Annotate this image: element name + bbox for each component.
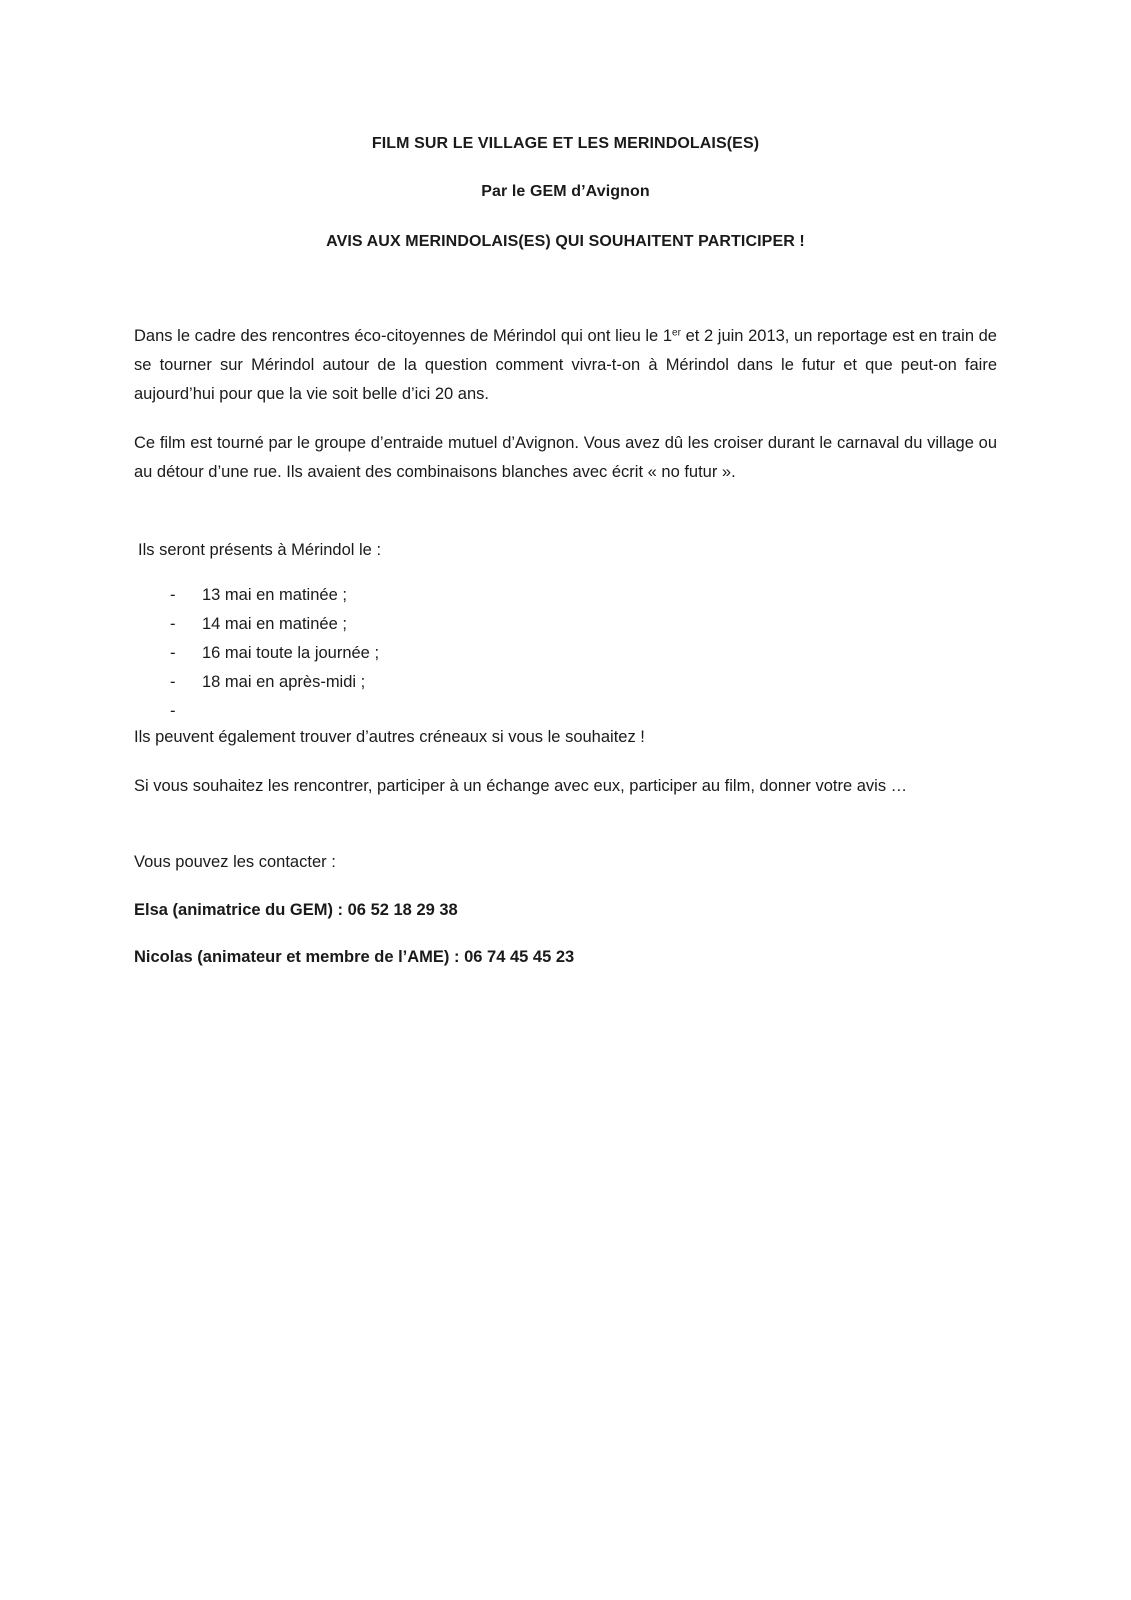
paragraph-invitation: Si vous souhaitez les rencontrer, participer à un échange avec eux, participer au film, donner votre avis … <box>134 777 908 795</box>
list-item-text: 16 mai toute la journée ; <box>202 644 380 662</box>
list-item <box>134 668 734 697</box>
paragraph-intro-start: Dans le cadre des rencontres éco-citoyennes de Mérindol qui ont lieu le 1 <box>134 327 673 345</box>
list-dash: - <box>170 615 176 633</box>
list-item-text: 13 mai en matinée ; <box>202 586 347 604</box>
list-dash: - <box>170 673 176 691</box>
list-item <box>134 581 734 610</box>
paragraph-intro-end: et 2 juin 2013, un reportage est en train de se tourner sur Mérindol autour de la question comment vivra-t-on à Mérindol dans le futur et que peut-on faire aujourd’hui pour que la vie soit belle d’ici 20 ans. <box>134 327 997 403</box>
list-dash: - <box>170 702 176 720</box>
dates-list <box>134 581 734 726</box>
list-dash: - <box>170 586 176 604</box>
paragraph-intro <box>134 322 997 409</box>
ordinal-superscript: er <box>672 327 681 339</box>
contact-nicolas: Nicolas (animateur et membre de l’AME) : 06 74 45 45 23 <box>134 948 575 966</box>
paragraph-contact-intro: Vous pouvez les contacter : <box>134 853 336 871</box>
document-notice: AVIS AUX MERINDOLAIS(ES) QUI SOUHAITENT PARTICIPER ! <box>326 233 805 250</box>
paragraph-presence: Ils seront présents à Mérindol le : <box>138 541 382 559</box>
document-subtitle: Par le GEM d’Avignon <box>481 183 650 200</box>
paragraph-other-slots: Ils peuvent également trouver d’autres créneaux si vous le souhaitez ! <box>134 728 645 746</box>
list-item <box>134 639 734 668</box>
list-item <box>134 697 734 726</box>
list-dash: - <box>170 644 176 662</box>
list-item <box>134 610 734 639</box>
list-item-text: 14 mai en matinée ; <box>202 615 347 633</box>
document-title: FILM SUR LE VILLAGE ET LES MERINDOLAIS(ES) <box>371 135 760 152</box>
list-item-text: 18 mai en après-midi ; <box>202 673 366 691</box>
paragraph-film: Ce film est tourné par le groupe d’entraide mutuel d’Avignon. Vous avez dû les croiser durant le carnaval du village ou au détour d’une rue. Ils avaient des combinaisons blanches avec écrit « no futur ». <box>134 434 997 481</box>
contact-elsa: Elsa (animatrice du GEM) : 06 52 18 29 38 <box>134 901 458 919</box>
